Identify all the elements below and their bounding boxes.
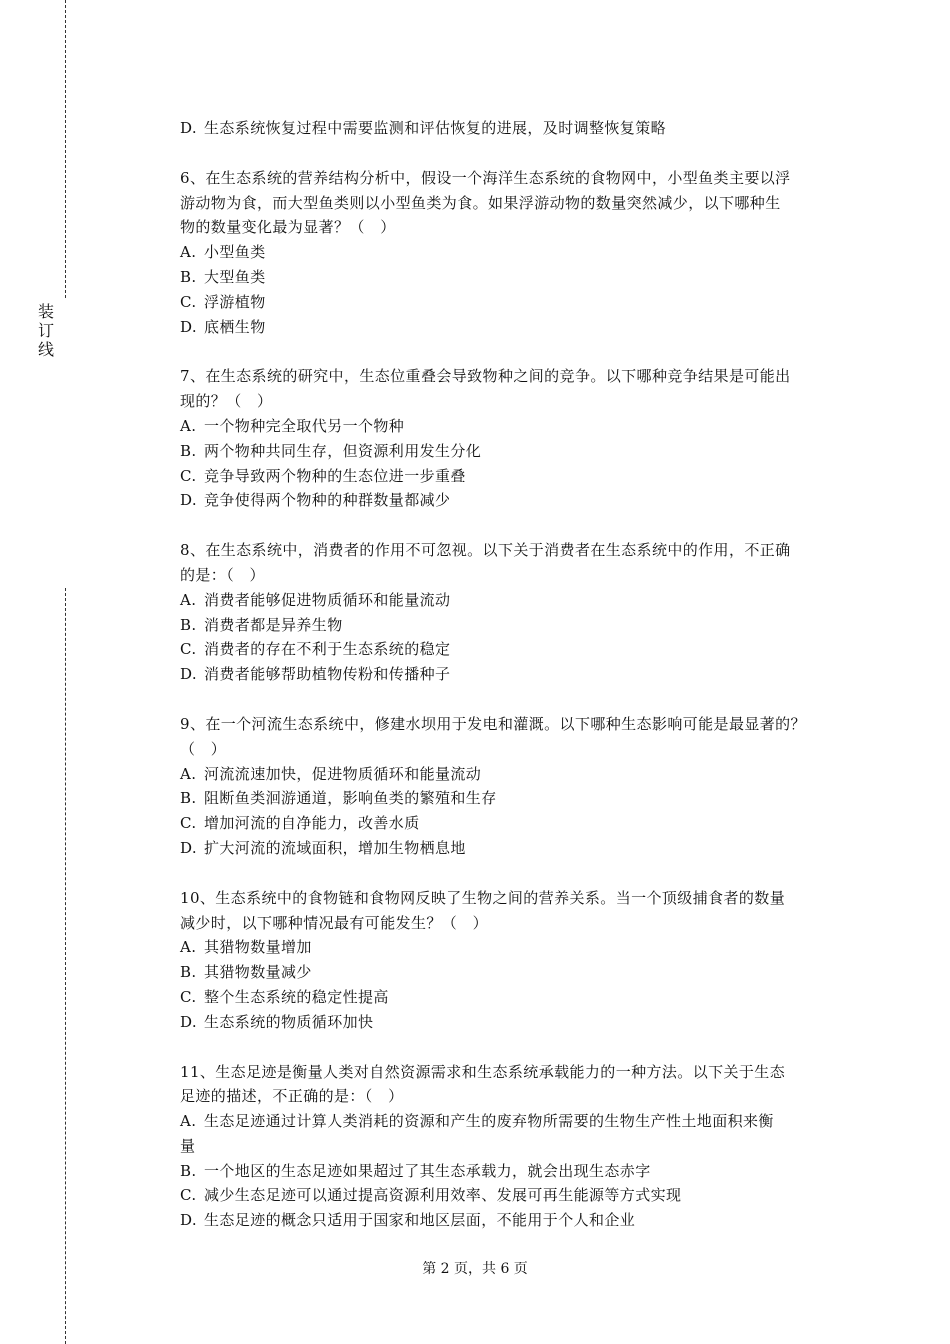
option-letter: D. [180,317,198,336]
option-text: 大型鱼类 [204,267,266,286]
option-letter: B. [180,441,197,460]
option-letter: C. [180,814,197,833]
option-item [180,935,852,960]
option-item [180,1010,852,1035]
option-text: 一个地区的生态足迹如果超过了其生态承载力，就会出现生态赤字 [204,1161,651,1180]
option-item [180,464,852,489]
option-item [180,836,852,861]
option-letter: C. [180,987,197,1006]
option-text: 消费者能够促进物质循环和能量流动 [204,590,451,609]
option-item [180,488,852,513]
binding-label-char: 订 [37,321,54,340]
option-text: 消费者都是异养生物 [204,615,343,634]
option-letter: B. [180,963,197,982]
option-item [180,613,852,638]
question-block [180,166,852,340]
question-stem-line: 11、生态足迹是衡量人类对自然资源需求和生态系统承载能力的一种方法。以下关于生态 [180,1062,786,1081]
option-letter: C. [180,466,197,485]
option-text: 浮游植物 [204,292,266,311]
question-stem-line: 7、在生态系统的研究中，生态位重叠会导致物种之间的竞争。以下哪种竞争结果是可能出 [180,367,791,386]
option-item [180,315,852,340]
question-block [180,712,852,861]
question-stem-line: 9、在一个河流生态系统中，修建水坝用于发电和灌溉。以下哪种生态影响可能是最显著的？ [180,714,806,733]
page-number: 第 2 页，共 6 页 [422,1261,528,1277]
option-text: 竞争使得两个物种的种群数量都减少 [204,491,451,510]
option-item [180,985,852,1010]
option-text: 竞争导致两个物种的生态位进一步重叠 [204,466,466,485]
option-letter: D. [180,491,198,510]
question-block [180,364,852,513]
option-item [180,1109,852,1134]
option-letter: C. [180,292,197,311]
option-text: 生态系统的物质循环加快 [204,1012,374,1031]
option-item [180,439,852,464]
option-item [180,662,852,687]
question-stem-line: 的是：（ ） [180,565,265,584]
question-block [180,538,852,687]
option-text: 生态足迹的概念只适用于国家和地区层面，不能用于个人和企业 [204,1211,636,1230]
option-letter: B. [180,267,197,286]
option-letter: D. [180,838,198,857]
option-item [180,414,852,439]
option-letter: A. [180,416,197,435]
question-stem-line: 减少时，以下哪种情况最有可能发生？（ ） [180,913,489,932]
option-letter: A. [180,764,197,783]
exam-content [180,116,852,1233]
option-text: 河流流速加快，促进物质循环和能量流动 [204,764,482,783]
option-item [180,240,852,265]
option-text: 阻断鱼类洄游通道，影响鱼类的繁殖和生存 [204,789,497,808]
question-stem-line: 物的数量变化最为显著？（ ） [180,218,396,237]
option-item [180,1183,852,1208]
option-text: 整个生态系统的稳定性提高 [204,987,389,1006]
option-letter: B. [180,789,197,808]
option-text: 生态系统恢复过程中需要监测和评估恢复的进展，及时调整恢复策略 [204,119,667,137]
question-stem-line: （ ） [180,739,227,758]
question-block [180,886,852,1035]
option-letter: A. [180,938,197,957]
option-letter: D. [180,665,198,684]
question-stem-line: 8、在生态系统中，消费者的作用不可忽视。以下关于消费者在生态系统中的作用，不正确 [180,541,791,560]
option-item [180,116,852,141]
question-stem-line: 10、生态系统中的食物链和食物网反映了生物之间的营养关系。当一个顶级捕食者的数量 [180,888,786,907]
option-text: 消费者的存在不利于生态系统的稳定 [204,640,451,659]
option-item [180,588,852,613]
option-item [180,1159,852,1184]
binding-label-char: 线 [37,340,54,359]
option-letter: D. [180,1012,198,1031]
option-letter: C. [180,640,197,659]
option-letter: B. [180,615,197,634]
option-item [180,811,852,836]
option-letter: C. [180,1186,197,1205]
binding-label-char: 装 [37,302,54,321]
question-stem-line: 游动物为食，而大型鱼类则以小型鱼类为食。如果浮游动物的数量突然减少，以下哪种生 [180,193,781,212]
option-letter: D. [180,1211,198,1230]
question-list [180,166,852,1233]
option-item [180,762,852,787]
question-stem-line: 足迹的描述，不正确的是：（ ） [180,1087,404,1106]
option-letter: B. [180,1161,197,1180]
question-stem-line: 现的？（ ） [180,392,273,411]
binding-dashed-line-top [65,0,66,298]
option-text: 一个物种完全取代另一个物种 [204,416,405,435]
option-letter: D. [180,119,198,137]
binding-label [35,302,57,359]
option-letter: A. [180,1112,197,1131]
option-item [180,290,852,315]
option-letter: A. [180,590,197,609]
option-text: 其猎物数量减少 [204,963,312,982]
option-text: 扩大河流的流域面积，增加生物栖息地 [204,838,466,857]
option-item [180,637,852,662]
option-text: 两个物种共同生存，但资源利用发生分化 [204,441,482,460]
option-text: 其猎物数量增加 [204,938,312,957]
option-item [180,1208,852,1233]
binding-dashed-line-bottom [65,588,66,1344]
question-stem-line: 6、在生态系统的营养结构分析中，假设一个海洋生态系统的食物网中，小型鱼类主要以浮 [180,168,791,187]
option-text-continuation: 量 [180,1136,196,1155]
option-text: 增加河流的自净能力，改善水质 [204,814,420,833]
option-text: 减少生态足迹可以通过提高资源利用效率、发展可再生能源等方式实现 [204,1186,682,1205]
question-block [180,1060,852,1234]
option-text: 生态足迹通过计算人类消耗的资源和产生的废弃物所需要的生物生产性土地面积来衡 [204,1112,774,1131]
option-item [180,960,852,985]
option-text: 底栖生物 [204,317,266,336]
option-text: 小型鱼类 [204,243,266,262]
option-text: 消费者能够帮助植物传粉和传播种子 [204,665,451,684]
option-item [180,786,852,811]
option-item [180,265,852,290]
option-letter: A. [180,243,197,262]
